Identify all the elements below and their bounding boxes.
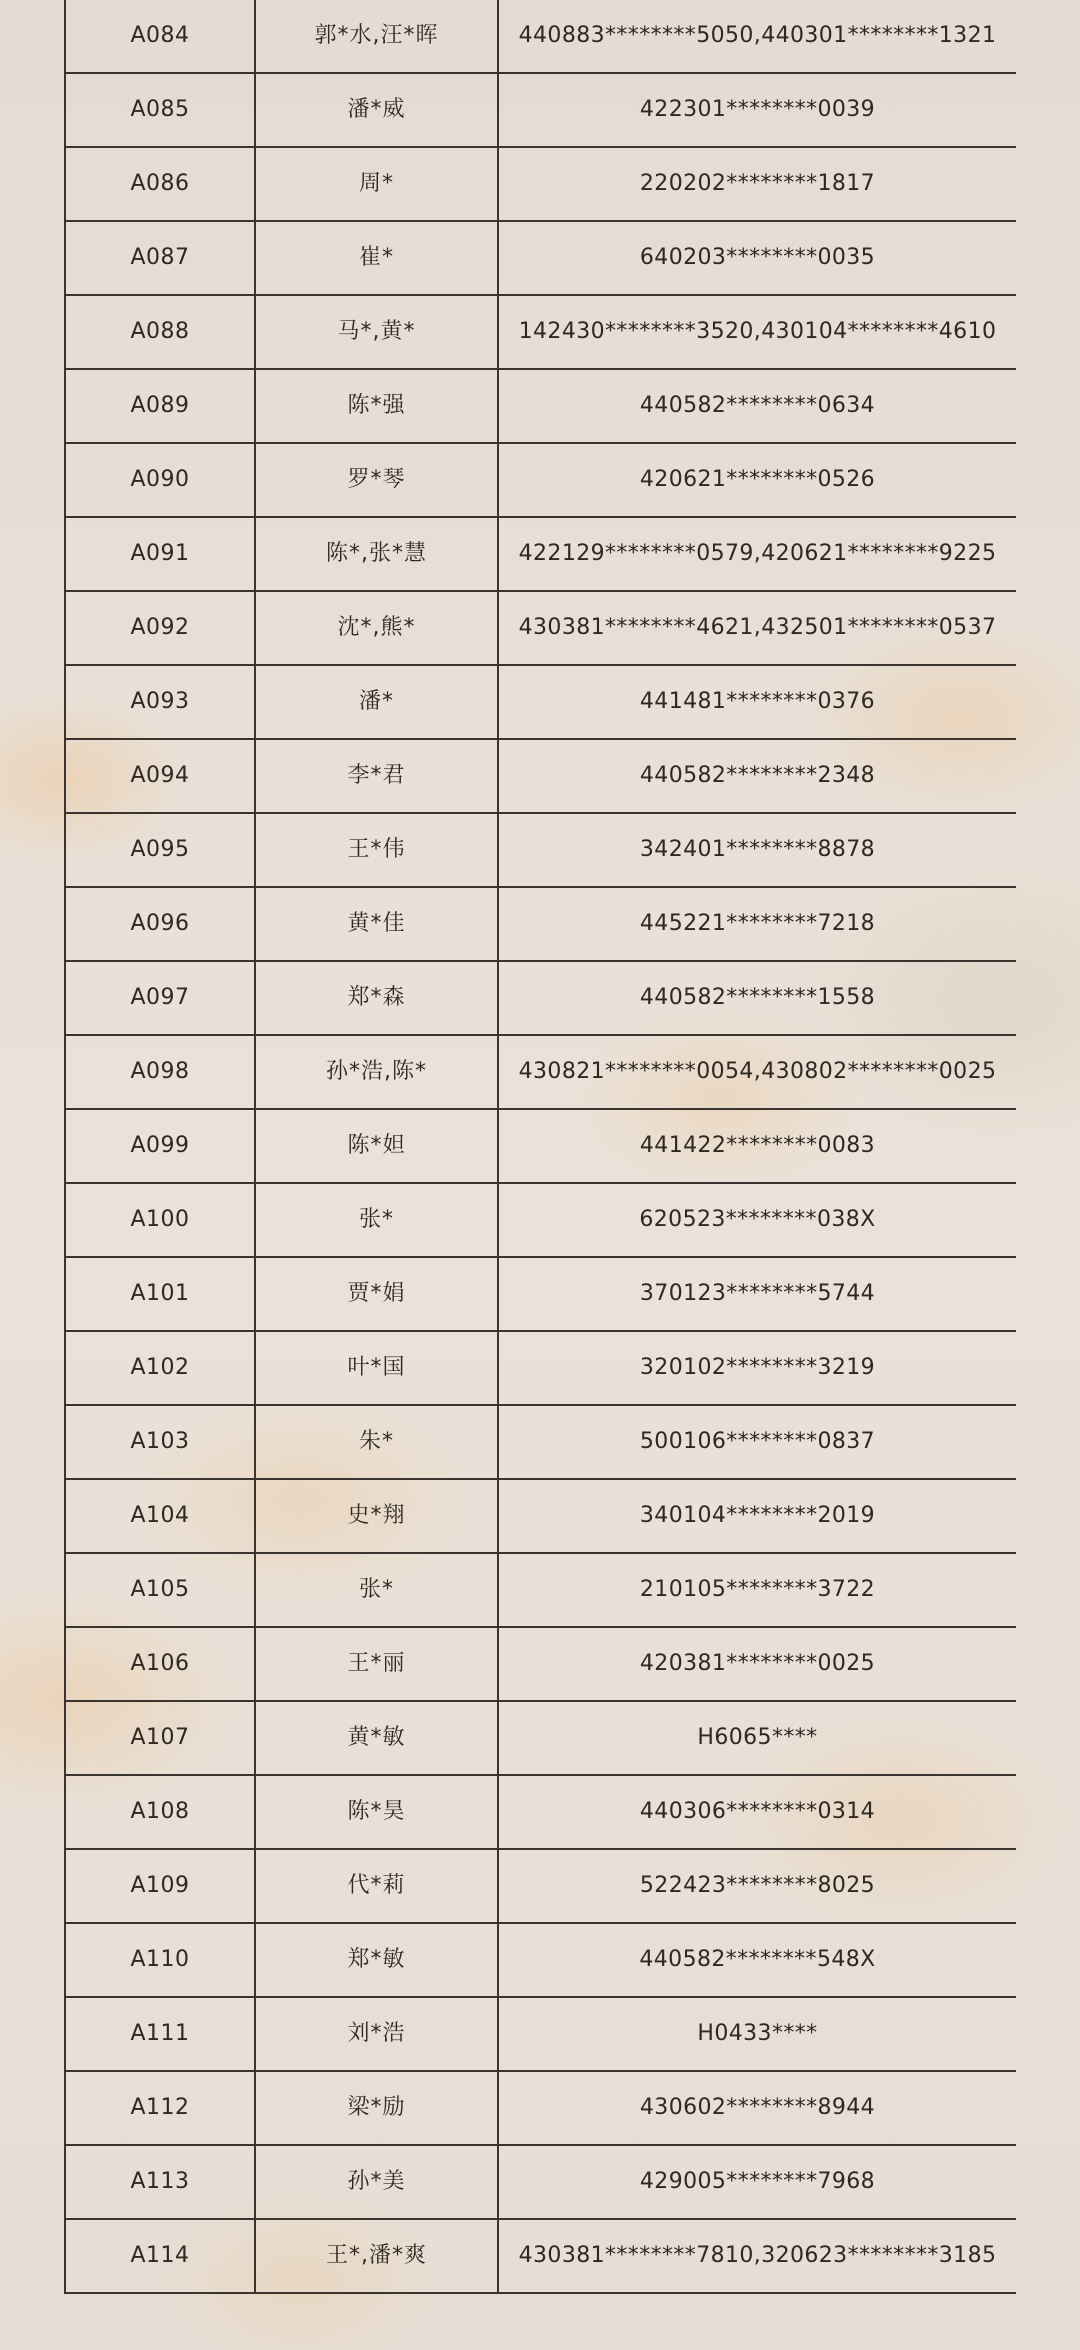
row-name-cell: 潘*: [255, 665, 498, 739]
row-name-cell: 郭*水,汪*晖: [255, 0, 498, 73]
row-code-cell: A097: [65, 961, 255, 1035]
row-code-cell: A087: [65, 221, 255, 295]
row-code-cell: A084: [65, 0, 255, 73]
row-code-cell: A106: [65, 1627, 255, 1701]
row-id-cell: 440582********548X: [498, 1923, 1016, 1997]
row-id-cell: 420381********0025: [498, 1627, 1016, 1701]
row-code-cell: A091: [65, 517, 255, 591]
row-name-cell: 陈*强: [255, 369, 498, 443]
row-name-cell: 郑*森: [255, 961, 498, 1035]
row-id-cell: 640203********0035: [498, 221, 1016, 295]
table-row: [65, 2071, 1016, 2145]
table-body: [65, 0, 1016, 2293]
row-id-cell: 440582********0634: [498, 369, 1016, 443]
row-name-cell: 王*伟: [255, 813, 498, 887]
row-id-cell: 420621********0526: [498, 443, 1016, 517]
table-row: [65, 1331, 1016, 1405]
table-row: [65, 1035, 1016, 1109]
table-row: [65, 1479, 1016, 1553]
row-id-cell: 422129********0579,420621********9225: [498, 517, 1016, 591]
row-code-cell: A114: [65, 2219, 255, 2293]
row-id-cell: 440582********2348: [498, 739, 1016, 813]
table-row: [65, 961, 1016, 1035]
row-code-cell: A096: [65, 887, 255, 961]
row-id-cell: 320102********3219: [498, 1331, 1016, 1405]
table-row: [65, 369, 1016, 443]
row-id-cell: 440306********0314: [498, 1775, 1016, 1849]
table-row: [65, 2145, 1016, 2219]
row-code-cell: A086: [65, 147, 255, 221]
table-row: [65, 1405, 1016, 1479]
table-row: [65, 443, 1016, 517]
table-row: [65, 1775, 1016, 1849]
row-name-cell: 贾*娟: [255, 1257, 498, 1331]
table-row: [65, 2219, 1016, 2293]
row-id-cell: 430381********7810,320623********3185: [498, 2219, 1016, 2293]
row-name-cell: 潘*威: [255, 73, 498, 147]
row-code-cell: A098: [65, 1035, 255, 1109]
row-code-cell: A111: [65, 1997, 255, 2071]
table-row: [65, 1627, 1016, 1701]
row-id-cell: 500106********0837: [498, 1405, 1016, 1479]
row-name-cell: 陈*昊: [255, 1775, 498, 1849]
row-id-cell: 210105********3722: [498, 1553, 1016, 1627]
table-row: [65, 1553, 1016, 1627]
table-row: [65, 1183, 1016, 1257]
row-id-cell: 440883********5050,440301********1321: [498, 0, 1016, 73]
row-code-cell: A092: [65, 591, 255, 665]
row-id-cell: 370123********5744: [498, 1257, 1016, 1331]
row-code-cell: A104: [65, 1479, 255, 1553]
row-name-cell: 朱*: [255, 1405, 498, 1479]
row-id-cell: 429005********7968: [498, 2145, 1016, 2219]
table-row: [65, 0, 1016, 73]
row-id-cell: 441481********0376: [498, 665, 1016, 739]
row-id-cell: 430602********8944: [498, 2071, 1016, 2145]
table-row: [65, 1923, 1016, 1997]
row-code-cell: A102: [65, 1331, 255, 1405]
row-code-cell: A107: [65, 1701, 255, 1775]
row-code-cell: A113: [65, 2145, 255, 2219]
row-code-cell: A090: [65, 443, 255, 517]
row-name-cell: 李*君: [255, 739, 498, 813]
row-id-cell: 340104********2019: [498, 1479, 1016, 1553]
row-name-cell: 周*: [255, 147, 498, 221]
table-row: [65, 739, 1016, 813]
row-name-cell: 黄*佳: [255, 887, 498, 961]
table-row: [65, 1997, 1016, 2071]
row-name-cell: 孙*浩,陈*: [255, 1035, 498, 1109]
registration-table: [64, 0, 1016, 2294]
row-name-cell: 沈*,熊*: [255, 591, 498, 665]
row-code-cell: A099: [65, 1109, 255, 1183]
row-id-cell: H0433****: [498, 1997, 1016, 2071]
row-name-cell: 马*,黄*: [255, 295, 498, 369]
table-row: [65, 1701, 1016, 1775]
row-id-cell: 430381********4621,432501********0537: [498, 591, 1016, 665]
row-name-cell: 黄*敏: [255, 1701, 498, 1775]
row-code-cell: A110: [65, 1923, 255, 1997]
row-code-cell: A088: [65, 295, 255, 369]
table-row: [65, 147, 1016, 221]
row-code-cell: A093: [65, 665, 255, 739]
table-row: [65, 73, 1016, 147]
row-code-cell: A112: [65, 2071, 255, 2145]
row-code-cell: A085: [65, 73, 255, 147]
row-code-cell: A100: [65, 1183, 255, 1257]
row-code-cell: A089: [65, 369, 255, 443]
registration-table-container: [64, 0, 1016, 2350]
row-id-cell: 445221********7218: [498, 887, 1016, 961]
table-row: [65, 813, 1016, 887]
row-name-cell: 崔*: [255, 221, 498, 295]
row-name-cell: 罗*琴: [255, 443, 498, 517]
table-row: [65, 1849, 1016, 1923]
row-id-cell: 422301********0039: [498, 73, 1016, 147]
row-name-cell: 郑*敏: [255, 1923, 498, 1997]
row-code-cell: A109: [65, 1849, 255, 1923]
row-name-cell: 史*翔: [255, 1479, 498, 1553]
row-id-cell: 522423********8025: [498, 1849, 1016, 1923]
row-code-cell: A101: [65, 1257, 255, 1331]
row-name-cell: 陈*,张*慧: [255, 517, 498, 591]
row-name-cell: 陈*妲: [255, 1109, 498, 1183]
row-id-cell: 430821********0054,430802********0025: [498, 1035, 1016, 1109]
row-name-cell: 王*丽: [255, 1627, 498, 1701]
table-row: [65, 517, 1016, 591]
row-name-cell: 孙*美: [255, 2145, 498, 2219]
row-code-cell: A108: [65, 1775, 255, 1849]
table-row: [65, 887, 1016, 961]
row-code-cell: A103: [65, 1405, 255, 1479]
row-id-cell: 142430********3520,430104********4610: [498, 295, 1016, 369]
row-name-cell: 张*: [255, 1183, 498, 1257]
row-id-cell: 220202********1817: [498, 147, 1016, 221]
table-row: [65, 591, 1016, 665]
table-row: [65, 665, 1016, 739]
row-name-cell: 张*: [255, 1553, 498, 1627]
row-id-cell: 441422********0083: [498, 1109, 1016, 1183]
row-id-cell: 342401********8878: [498, 813, 1016, 887]
row-id-cell: H6065****: [498, 1701, 1016, 1775]
table-row: [65, 221, 1016, 295]
row-code-cell: A095: [65, 813, 255, 887]
table-row: [65, 295, 1016, 369]
row-code-cell: A094: [65, 739, 255, 813]
row-name-cell: 刘*浩: [255, 1997, 498, 2071]
row-code-cell: A105: [65, 1553, 255, 1627]
row-name-cell: 叶*国: [255, 1331, 498, 1405]
row-name-cell: 梁*励: [255, 2071, 498, 2145]
row-id-cell: 620523********038X: [498, 1183, 1016, 1257]
table-row: [65, 1109, 1016, 1183]
row-name-cell: 代*莉: [255, 1849, 498, 1923]
row-id-cell: 440582********1558: [498, 961, 1016, 1035]
table-row: [65, 1257, 1016, 1331]
row-name-cell: 王*,潘*爽: [255, 2219, 498, 2293]
